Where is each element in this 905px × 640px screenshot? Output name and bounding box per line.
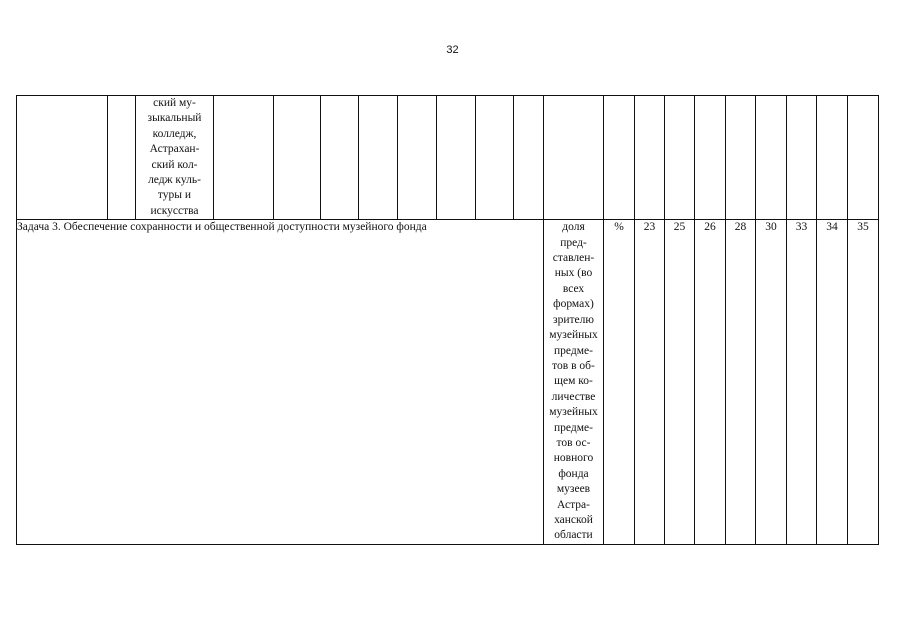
table-cell [476, 96, 514, 220]
page-number: 32 [446, 44, 459, 56]
unit-cell: % [604, 220, 635, 545]
table-cell [398, 96, 437, 220]
table-cell [756, 96, 787, 220]
table-cell [665, 96, 695, 220]
indicator-cell [544, 220, 604, 545]
table-cell [514, 96, 544, 220]
value-cell: 35 [848, 220, 879, 545]
institution-text: ский му- зыкальный колледж, Астрахан- ский кол- ледж куль- туры и искусства [147, 97, 202, 217]
table-cell [359, 96, 398, 220]
institution-cell [136, 96, 214, 220]
table-cell [274, 96, 321, 220]
task-cell [17, 220, 544, 545]
document-table [16, 95, 879, 545]
table-cell [787, 96, 817, 220]
table-cell [437, 96, 476, 220]
value-cell: 25 [665, 220, 695, 545]
task-text: Задача 3. Обеспечение сохранности и общественной доступности музейного фонда [17, 221, 427, 234]
table-cell [817, 96, 848, 220]
value-cell: 34 [817, 220, 848, 545]
table-cell [108, 96, 136, 220]
table-row [17, 96, 879, 220]
value-cell: 26 [695, 220, 726, 545]
table-row [17, 220, 879, 545]
table-cell [695, 96, 726, 220]
value-cell: 28 [726, 220, 756, 545]
table-cell [321, 96, 359, 220]
table-cell [635, 96, 665, 220]
value-cell: 30 [756, 220, 787, 545]
value-cell: 23 [635, 220, 665, 545]
table-cell [848, 96, 879, 220]
table-cell [604, 96, 635, 220]
value-cell: 33 [787, 220, 817, 545]
table-cell [544, 96, 604, 220]
indicator-text: доля пред- ставлен- ных (во всех формах) зрителю музейных предме- тов в об- щем ко- личестве музейных предме- тов ос- новного фонда музеев Астра- ханской области [549, 221, 598, 542]
table-cell [214, 96, 274, 220]
table-cell [17, 96, 108, 220]
table-cell [726, 96, 756, 220]
